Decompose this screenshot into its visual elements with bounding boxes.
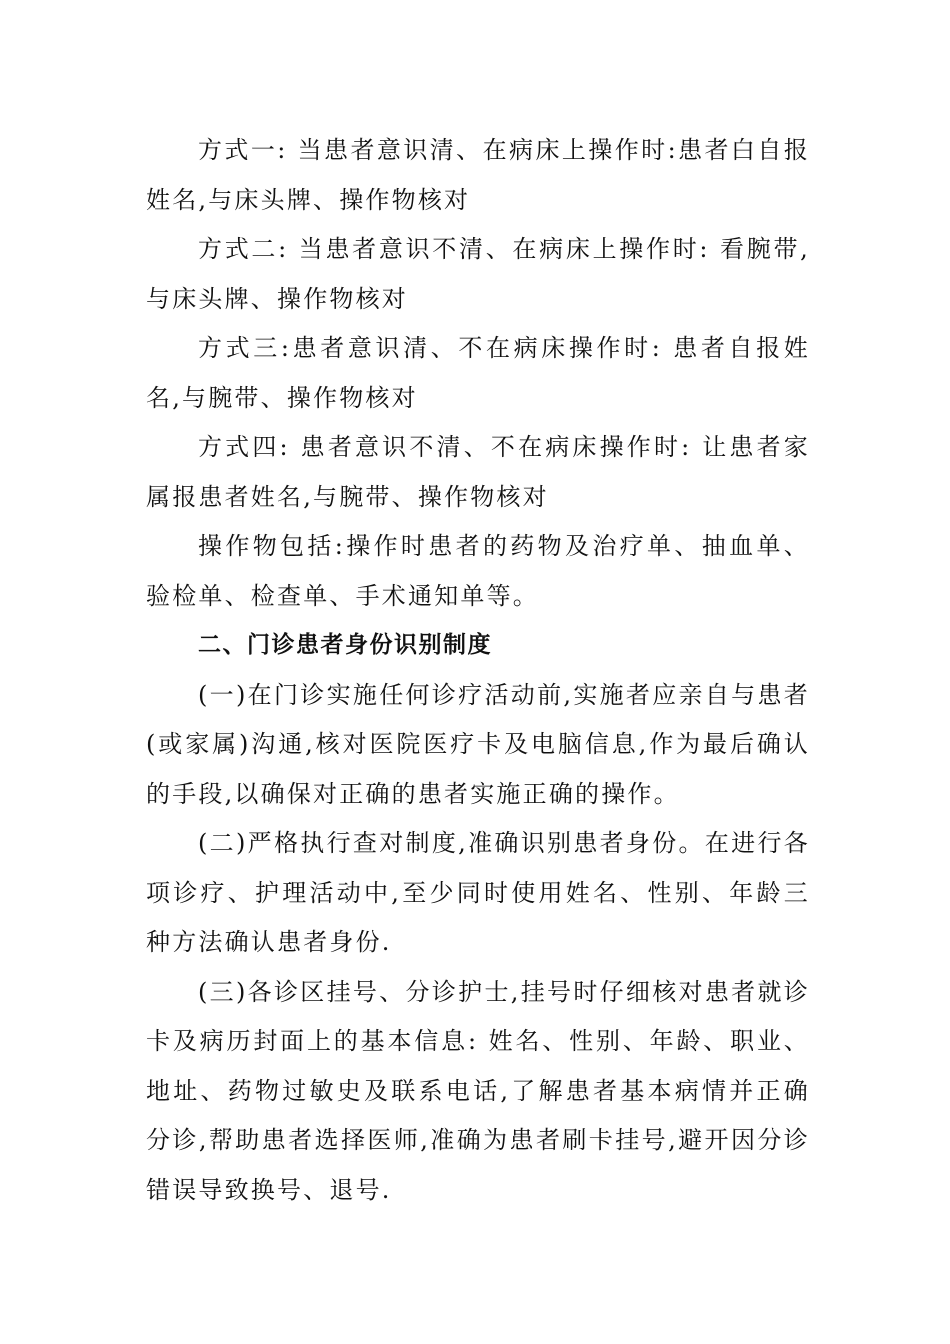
paragraph-clause-one: (一)在门诊实施任何诊疗活动前,实施者应亲自与患者(或家属)沟通,核对医院医疗卡及电脑信息,作为最后确认的手段,以确保对正确的患者实施正确的操作。: [146, 680, 810, 808]
section-heading: 二、门诊患者身份识别制度: [198, 632, 492, 658]
paragraph-clause-two: (二)严格执行查对制度,准确识别患者身份。在进行各项诊疗、护理活动中,至少同时使用姓名、性别、年龄三种方法确认患者身份.: [146, 829, 810, 956]
document-body: [146, 126, 810, 1215]
paragraph-method-two: 方式二: 当患者意识不清、在病床上操作时: 看腕带,与床头牌、操作物核对: [146, 235, 810, 313]
paragraph-method-three: 方式三:患者意识清、不在病床操作时: 患者自报姓名,与腕带、操作物核对: [146, 334, 810, 412]
paragraph-method-four: 方式四: 患者意识不清、不在病床操作时: 让患者家属报患者姓名,与腕带、操作物核对: [146, 433, 810, 511]
paragraph-operation-items: 操作物包括:操作时患者的药物及治疗单、抽血单、验检单、检查单、手术通知单等。: [146, 532, 810, 610]
paragraph-method-one: 方式一: 当患者意识清、在病床上操作时:患者白自报姓名,与床头牌、操作物核对: [146, 136, 810, 214]
paragraph-clause-three: (三)各诊区挂号、分诊护士,挂号时仔细核对患者就诊卡及病历封面上的基本信息: 姓名、性别、年龄、职业、地址、药物过敏史及联系电话,了解患者基本病情并正确分诊,帮助患者选择医师,准确为患者刷卡挂号,避开因分诊错误导致换号、退号.: [146, 977, 810, 1204]
